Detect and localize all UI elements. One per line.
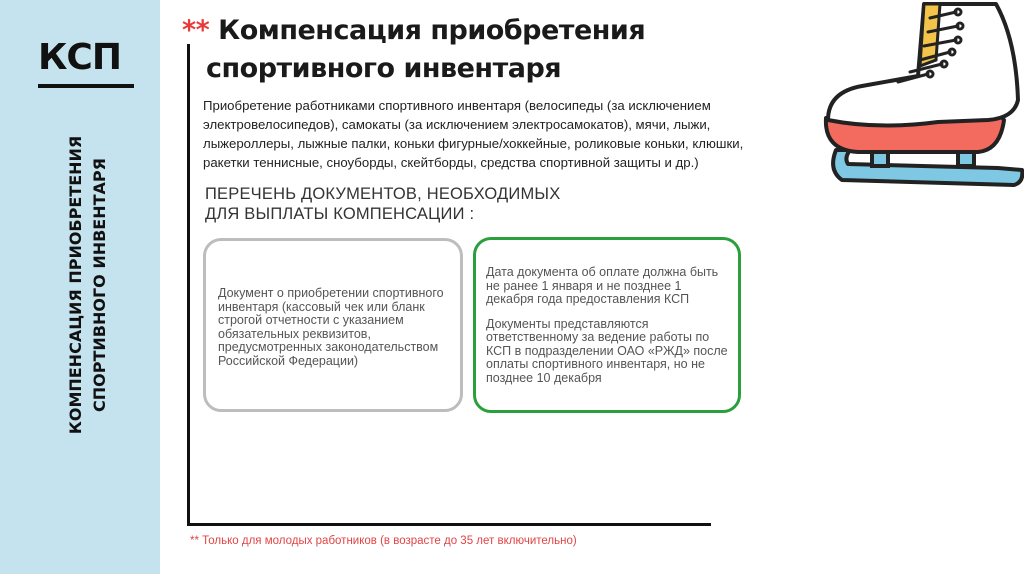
horizontal-axis-line bbox=[187, 523, 711, 526]
sidebar-vertical-line2: СПОРТИВНОГО ИНВЕНТАРЯ bbox=[90, 158, 109, 412]
title-stars: ** bbox=[182, 15, 210, 46]
page-title bbox=[182, 12, 782, 88]
conditions-paragraph-2: Документы представляются ответственному за ведение работы по КСП в подразделении ОАО «РЖД» после оплаты спортивного инвентаря, но не позднее 10 декабря bbox=[486, 316, 728, 385]
document-card-text: Документ о приобретении спортивного инвентаря (кассовый чек или бланк строгой отчетности с указанием обязательных реквизитов, предусмотренных законодательством Российской Федерации) bbox=[218, 286, 444, 368]
ksp-logo: КСП bbox=[38, 37, 121, 78]
list-heading-line2: ДЛЯ ВЫПЛАТЫ КОМПЕНСАЦИИ : bbox=[205, 205, 475, 223]
logo-underline bbox=[38, 84, 134, 88]
sidebar bbox=[0, 0, 160, 574]
description-text: Приобретение работниками спортивного инвентаря (велосипеды (за исключением электровелосипедов), самокаты (за исключением электросамокатов), мячи, лыжи, лыжероллеры, лыжные палки, коньки фигурные/хоккейные, роликовые коньки, клюшки, ракетки теннисные, сноуборды, скейтборды, средства спортивной защиты и др.) bbox=[203, 98, 744, 170]
sidebar-vertical-title bbox=[64, 115, 112, 455]
ice-skate-icon bbox=[818, 0, 1024, 200]
title-line1: Компенсация приобретения bbox=[218, 15, 646, 46]
title-line2: спортивного инвентаря bbox=[206, 53, 562, 84]
footnote: ** Только для молодых работников (в возрасте до 35 лет включительно) bbox=[190, 535, 577, 547]
document-card bbox=[203, 238, 463, 412]
list-heading-line1: ПЕРЕЧЕНЬ ДОКУМЕНТОВ, НЕОБХОДИМЫХ bbox=[205, 185, 561, 203]
conditions-paragraph-1: Дата документа об оплате должна быть не ранее 1 января и не позднее 1 декабря года предоставления КСП bbox=[486, 265, 719, 306]
vertical-axis-line bbox=[187, 44, 190, 526]
conditions-card bbox=[473, 237, 741, 413]
sidebar-vertical-line1: КОМПЕНСАЦИЯ ПРИОБРЕТЕНИЯ bbox=[66, 135, 85, 435]
documents-list-heading bbox=[205, 184, 625, 224]
